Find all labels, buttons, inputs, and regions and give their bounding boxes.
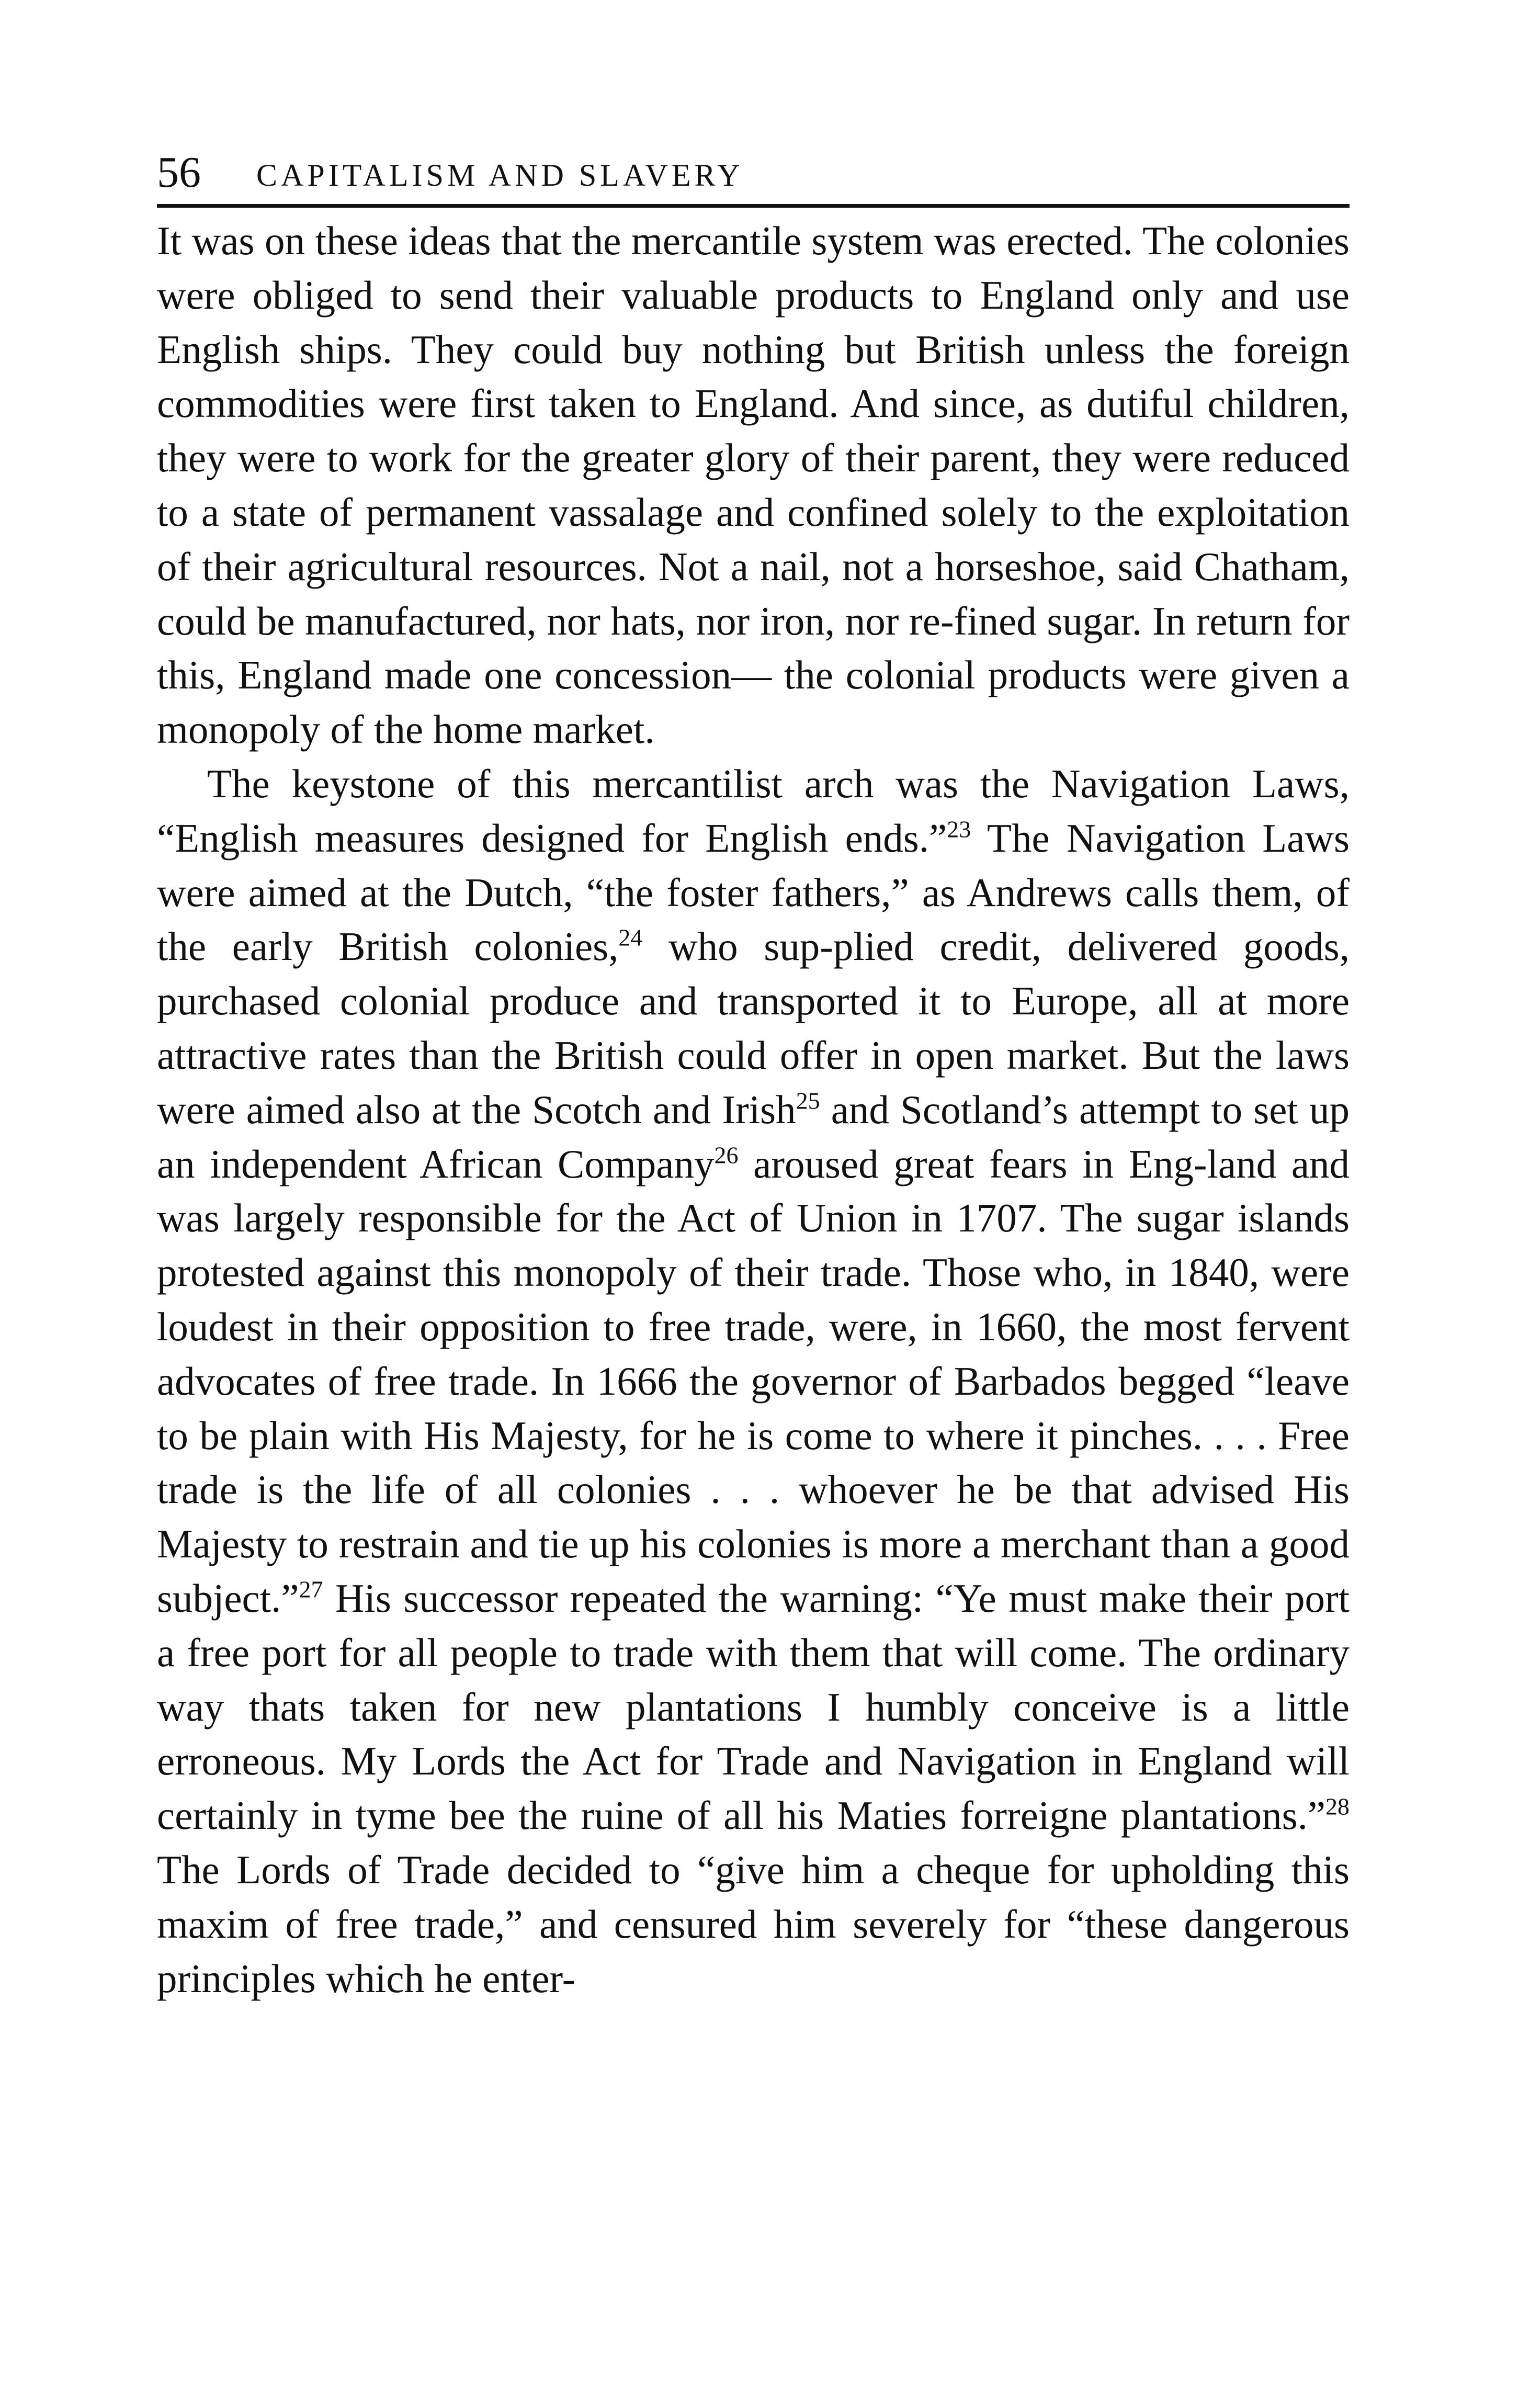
footnote-ref-23: 23: [947, 816, 971, 843]
header-rule: [157, 204, 1350, 208]
paragraph-2-text-d: and Scotland’s attempt to set up an independent African Company: [157, 1087, 1350, 1186]
paragraph-2-text-b: The Navigation Laws were aimed at the Dutch, “the foster fathers,” as Andrews calls them, of the early British colonies,: [157, 815, 1350, 969]
paragraph-2: [157, 757, 1350, 2006]
footnote-ref-26: 26: [714, 1141, 739, 1168]
paragraph-1: It was on these ideas that the mercantile system was erected. The colonies were obliged to send their valuable products to England only and use English ships. They could buy nothing but British unless the foreign commodities were first taken to England. And since, as dutiful children, they were to work for the greater glory of their parent, they were reduced to a state of permanent vassalage and confined solely to the exploitation of their agricultural resources. Not a nail, not a horseshoe, said Chatham, could be manufactured, nor hats, nor iron, nor re-fined sugar. In return for this, England made one concession— the colonial products were given a monopoly of the home market.: [157, 218, 1350, 752]
paragraph-2-text-a: The keystone of this mercantilist arch was the Navigation Laws, “English measures designed for English ends.”: [157, 761, 1350, 861]
paragraph-2-text-g: The Lords of Trade decided to “give him a cheque for upholding this maxim of free trade,” and censured him severely for “these dangerous principles which he enter-: [157, 1847, 1350, 2001]
paragraph-2-text-e: aroused great fears in Eng-land and was largely responsible for the Act of Union in 1707. The sugar islands protested against this monopoly of their trade. Those who, in 1840, were loudest in their opposition to free trade, were, in 1660, the most fervent advocates of free trade. In 1666 the governor of Barbados begged “leave to be plain with His Majesty, for he is come to where it pinches. . . . Free trade is the life of all colonies . . . whoever he be that advised His Majesty to restrain and tie up his colonies is more a merchant than a good subject.”: [157, 1141, 1350, 1621]
footnote-ref-27: 27: [299, 1576, 323, 1603]
running-header: [157, 146, 1350, 204]
footnote-ref-25: 25: [796, 1087, 820, 1114]
paragraph-2-text-c: who sup-plied credit, delivered goods, purchased colonial produce and transported it to Europe, all at more attractive rates than the British could offer in open market. But the laws were aimed also at the Scotch and Irish: [157, 924, 1350, 1132]
paragraph-2-text-f: His successor repeated the warning: “Ye must make their port a free port for all people to trade with them that will come. The ordinary way thats taken for new plantations I humbly conceive is a little erroneous. My Lords the Act for Trade and Navigation in England will certainly in tyme bee the ruine of all his Maties forreigne plantations.”: [157, 1575, 1350, 1838]
running-title: CAPITALISM AND SLAVERY: [256, 158, 744, 193]
footnote-ref-28: 28: [1325, 1793, 1350, 1820]
book-page: [157, 146, 1350, 2006]
page-number: 56: [157, 148, 201, 197]
footnote-ref-24: 24: [618, 924, 643, 951]
